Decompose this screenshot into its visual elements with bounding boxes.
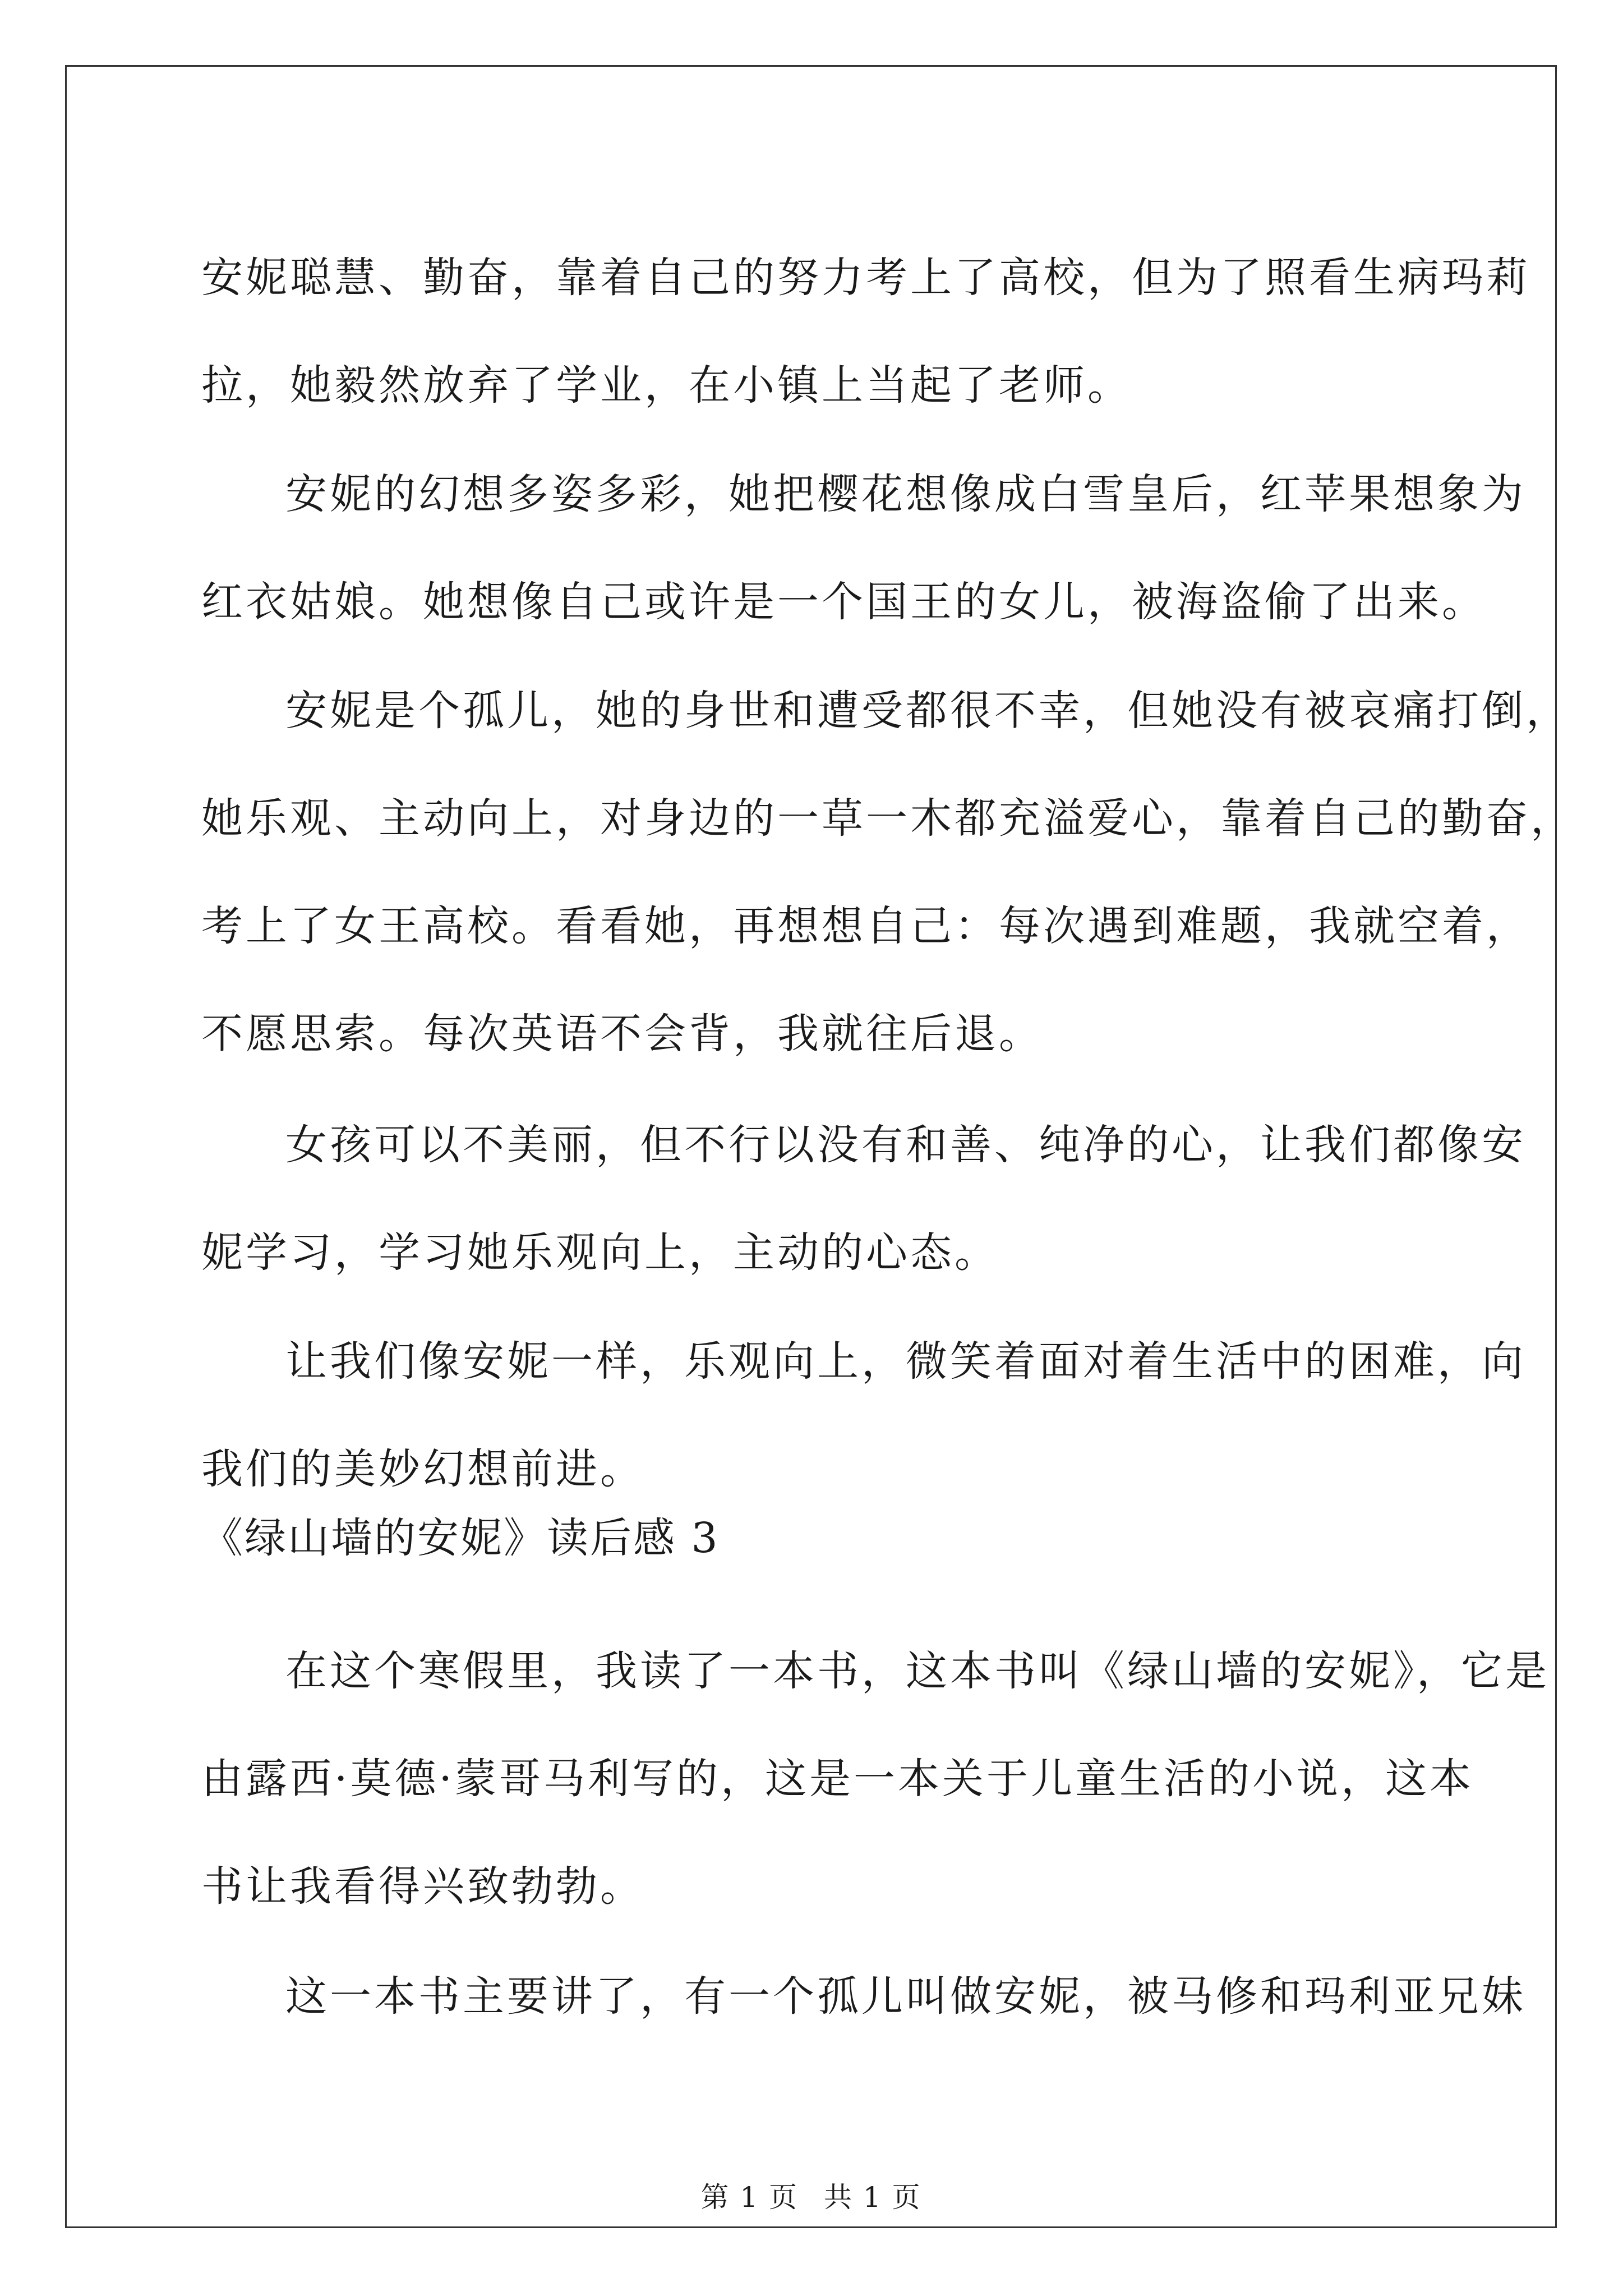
page-footer: [67, 2175, 1555, 2220]
section-heading: 《绿山墙的安妮》读后感 3: [201, 1514, 720, 1562]
page-number: 第 1 页: [700, 2181, 799, 2214]
paragraph-line: 不愿思索。每次英语不会背，我就往后退。: [201, 1010, 1043, 1058]
paragraph-4: [201, 1091, 1559, 1306]
paragraph-3: [201, 657, 1575, 1088]
paragraph-line: 让我们像安妮一样，乐观向上，微笑着面对着生活中的困难，向: [285, 1337, 1526, 1386]
paragraph-line: 考上了女王高校。看看她，再想想自己：每次遇到难题，我就空着，: [201, 902, 1530, 950]
page-frame: [65, 65, 1575, 2228]
paragraph-6: [201, 1617, 1559, 1940]
paragraph-1: [201, 224, 1559, 439]
paragraph-line: 她乐观、主动向上，对身边的一草一木都充溢爱心，靠着自己的勤奋，: [201, 794, 1575, 843]
paragraph-7: [201, 1943, 1559, 2050]
paragraph-line: 红衣姑娘。她想像自己或许是一个国王的女儿，被海盗偷了出来。: [201, 578, 1486, 626]
paragraph-line: 我们的美妙幻想前进。: [201, 1445, 644, 1493]
paragraph-2: [201, 440, 1559, 656]
paragraph-line: 妮学习，学习她乐观向上，主动的心态。: [201, 1228, 999, 1277]
page-total: 共 1 页: [823, 2181, 921, 2214]
paragraph-5: [201, 1308, 1559, 1523]
paragraph-line: 女孩可以不美丽，但不行以没有和善、纯净的心，让我们都像安: [285, 1121, 1526, 1169]
paragraph-line: 安妮聪慧、勤奋，靠着自己的努力考上了高校，但为了照看生病玛莉: [201, 254, 1530, 302]
paragraph-line: 这一本书主要讲了，有一个孤儿叫做安妮，被马修和玛利亚兄妹: [285, 1972, 1526, 2021]
paragraph-line: 安妮的幻想多姿多彩，她把樱花想像成白雪皇后，红苹果想象为: [285, 470, 1526, 518]
paragraph-line: 拉，她毅然放弃了学业，在小镇上当起了老师。: [201, 361, 1132, 409]
paragraph-line: 书让我看得兴致勃勃。: [201, 1862, 644, 1911]
paragraph-line: 在这个寒假里，我读了一本书，这本书叫《绿山墙的安妮》，它是: [285, 1647, 1550, 1695]
paragraph-line: 安妮是个孤儿，她的身世和遭受都很不幸，但她没有被哀痛打倒，: [285, 687, 1570, 735]
paragraph-line: 由露西·莫德·蒙哥马利写的，这是一本关于儿童生活的小说，这本: [201, 1755, 1474, 1803]
